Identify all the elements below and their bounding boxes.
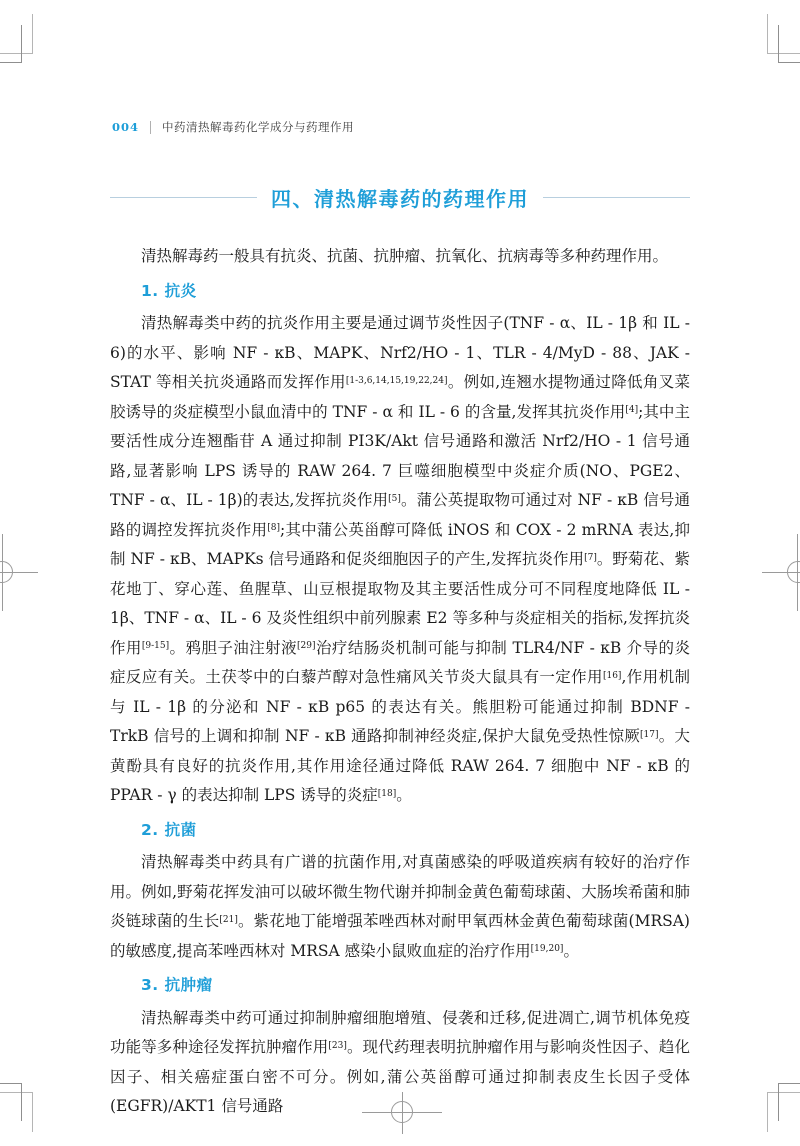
citation-superscript: [18] xyxy=(377,788,397,799)
citation-superscript: [21] xyxy=(219,914,238,925)
title-rule-right xyxy=(543,197,690,198)
citation-superscript: [1-3,6,14,15,19,22,24] xyxy=(345,375,448,386)
paragraph: 清热解毒类中药的抗炎作用主要是通过调节炎性因子(TNF - α、IL - 1β 和 IL - 6)的水平、影响 NF - κB、MAPK、Nrf2/HO - 1、TLR - 4/MyD - 88、JAK - STAT 等相关抗炎通路而发挥作用[1-3,6,14,15,19,22,24]。例如,连翘水提物通过降低角叉菜胶诱导的炎症模型小鼠血清中的 TNF - α 和 IL - 6 的含量,发挥其抗炎作用[4];其中主要活性成分连翘酯苷 A 通过抑制 PI3K/Akt 信号通路和激活 Nrf2/HO - 1 信号通路,显著影响 LPS 诱导的 RAW 264. 7 巨噬细胞模型中炎症介质(NO、PGE2、 TNF - α、IL - 1β)的表达,发挥抗炎作用[5]。蒲公英提取物可通过对 NF - κB 信号通路的调控发挥抗炎作用[8];其中蒲公英甾醇可降低 iNOS 和 COX - 2 mRNA 表达,抑制 NF - κB、MAPKs 信号通路和促炎细胞因子的产生,发挥抗炎作用[7]。野菊花、紫花地丁、穿心莲、鱼腥草、山豆根提取物及其主要活性成分可不同程度地降低 IL - 1β、TNF - α、IL - 6 及炎性组织中前列腺素 E2 等多种与炎症相关的指标,发挥抗炎作用[9-15]。鸦胆子油注射液[29]治疗结肠炎机制可能与抑制 TLR4/NF - κB 介导的炎症反应有关。土茯苓中的白藜芦醇对急性痛风关节炎大鼠具有一定作用[16],作用机制与 IL - 1β 的分泌和 NF - κB p65 的表达有关。熊胆粉可能通过抑制 BDNF - TrkB 信号的上调和抑制 NF - κB 通路抑制神经炎症,保护大鼠免受热性惊厥[17]。大黄酚具有良好的抗炎作用,其作用途径通过降低 RAW 264. 7 细胞中 NF - κB 的 PPAR - γ 的表达抑制 LPS 诱导的炎症[18]。 xyxy=(110,314,690,804)
crop-mark-bottom-right-outer xyxy=(767,1092,800,1132)
title-rule-left xyxy=(110,197,257,198)
crop-mark-bottom-left-outer xyxy=(0,1092,33,1132)
paragraph: 清热解毒类中药具有广谱的抗菌作用,对真菌感染的呼吸道疾病有较好的治疗作用。例如,野菊花挥发油可以破坏微生物代谢并抑制金黄色葡萄球菌、大肠埃希菌和肺炎链球菌的生长[21]。紫花地丁能增强苯唑西林对耐甲氧西林金黄色葡萄球菌(MRSA)的敏感度,提高苯唑西林对 MRSA 感染小鼠败血症的治疗作用[19,20]。 xyxy=(110,853,690,960)
section-heading: 2. 抗菌 xyxy=(141,820,197,839)
registration-mark-left-vline xyxy=(2,534,3,611)
crop-mark-bottom-left-inner xyxy=(0,1083,22,1121)
page-header xyxy=(112,119,354,135)
citation-superscript: [17] xyxy=(639,729,659,740)
citation-superscript: [29] xyxy=(297,641,316,651)
crop-mark-top-left-inner xyxy=(0,25,22,63)
chapter-title-row xyxy=(110,183,690,212)
chapter-title: 四、清热解毒药的药理作用 xyxy=(271,187,529,211)
page-number: 004 xyxy=(112,120,140,134)
crop-mark-top-right-outer xyxy=(767,14,800,54)
citation-superscript: [7] xyxy=(584,552,597,563)
citation-superscript: [9-15] xyxy=(141,641,170,651)
paragraph: 清热解毒药一般具有抗炎、抗菌、抗肿瘤、抗氧化、抗病毒等多种药理作用。 xyxy=(141,247,669,265)
registration-mark-left-hline xyxy=(0,572,38,573)
citation-superscript: [4] xyxy=(625,405,639,415)
citation-superscript: [8] xyxy=(267,523,280,533)
crop-mark-top-right-inner xyxy=(778,25,800,63)
crop-mark-top-left-outer xyxy=(0,14,33,54)
citation-superscript: [5] xyxy=(388,493,401,504)
header-divider xyxy=(150,121,151,134)
paragraph: 清热解毒类中药可通过抑制肿瘤细胞增殖、侵袭和迁移,促进凋亡,调节机体免疫功能等多种途径发挥抗肿瘤作用[23]。现代药理表明抗肿瘤作用与影响炎性因子、趋化因子、相关癌症蛋白密不可分。例如,蒲公英甾醇可通过抑制表皮生长因子受体(EGFR)/AKT1 信号通路 xyxy=(110,1008,690,1115)
citation-superscript: [23] xyxy=(328,1040,347,1051)
registration-mark-right-vline xyxy=(797,534,798,611)
body-content xyxy=(110,242,690,1122)
citation-superscript: [19,20] xyxy=(530,944,564,954)
registration-mark-right-hline xyxy=(762,572,800,573)
crop-mark-bottom-right-inner xyxy=(778,1083,800,1121)
citation-superscript: [16] xyxy=(602,670,622,681)
section-heading: 1. 抗炎 xyxy=(141,281,197,300)
section-heading: 3. 抗肿瘤 xyxy=(141,976,213,994)
running-book-title: 中药清热解毒药化学成分与药理作用 xyxy=(162,120,355,134)
